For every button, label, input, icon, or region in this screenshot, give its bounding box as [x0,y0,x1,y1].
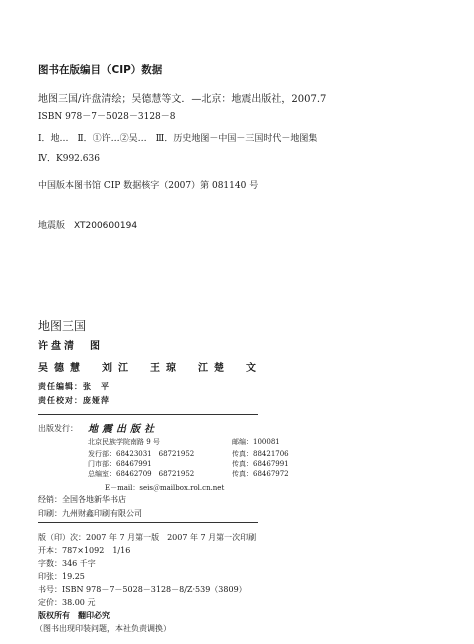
fax-list [232,449,289,479]
cip-heading: 图书在版编目（CIP）数据 [38,64,163,76]
book-illustrator: 许盘清 图 [38,341,103,352]
edition-printing: 版（印）次：2007 年 7 月第一版 2007 年 7 月第一次印刷 [38,533,257,542]
department-phone-line: 总编室：68462709 68721952 [88,470,195,478]
fax-line: 传真：88421706 [232,450,289,458]
fax-line: 传真：68467991 [232,460,289,468]
responsible-proofreader: 责任校对：庞娅萍 [38,395,110,405]
fax-line: 传真：68467972 [232,470,289,478]
word-count: 字数：346 千字 [38,559,96,568]
cip-line-classification: Ⅳ．K992.636 [38,154,100,164]
cip-line-isbn: ISBN 978－7－5028－3128－8 [38,112,176,122]
printer-line: 印刷：九州财鑫印刷有限公司 [38,509,142,518]
book-authors: 吴德慧 刘江 王琼 江楚 文 [38,363,262,374]
cip-line-record-number: 中国版本图书馆 CIP 数据核字（2007）第 081140 号 [38,181,259,191]
publisher-logo: 地震出版社 [88,424,158,435]
rights-notice: 版权所有 翻印必究 [38,610,110,620]
divider-middle [38,522,258,523]
quality-notice: （图书出现印装问题，本社负责调换） [35,624,171,633]
publisher-postcode: 邮编：100081 [232,438,280,446]
cip-line-subjects: Ⅰ．地… Ⅱ．①许…②吴… Ⅲ．历史地图－中国－三国时代－地图集 [38,134,318,144]
distributor-line: 经销：全国各地新华书店 [38,495,126,504]
edition-code: 地震版 XT200600194 [38,221,138,231]
divider-top [38,414,258,415]
publisher-label: 出版发行： [38,424,78,433]
publisher-address: 北京民族学院南路 9 号 [88,438,160,446]
department-phone-line: 发行部：68423031 68721952 [88,450,195,458]
responsible-editor: 责任编辑：张 平 [38,381,110,391]
printed-sheets: 印张：19.25 [38,572,85,581]
publisher-email: E－mail：seis＠mailbox.rol.cn.net [105,484,225,492]
format-size: 开本：787×1092 1/16 [38,546,131,555]
department-phone-list [88,449,194,479]
book-title: 地图三国 [38,319,87,333]
department-phone-line: 门市部：68467991 [88,460,152,468]
cip-line-title: 地图三国/许盘清绘；吴德慧等文．—北京：地震出版社，2007.7 [38,94,327,105]
price: 定价：38.00 元 [38,598,96,607]
book-number: 书号：ISBN 978－7－5028－3128－8/Z·539（3809） [38,585,247,594]
